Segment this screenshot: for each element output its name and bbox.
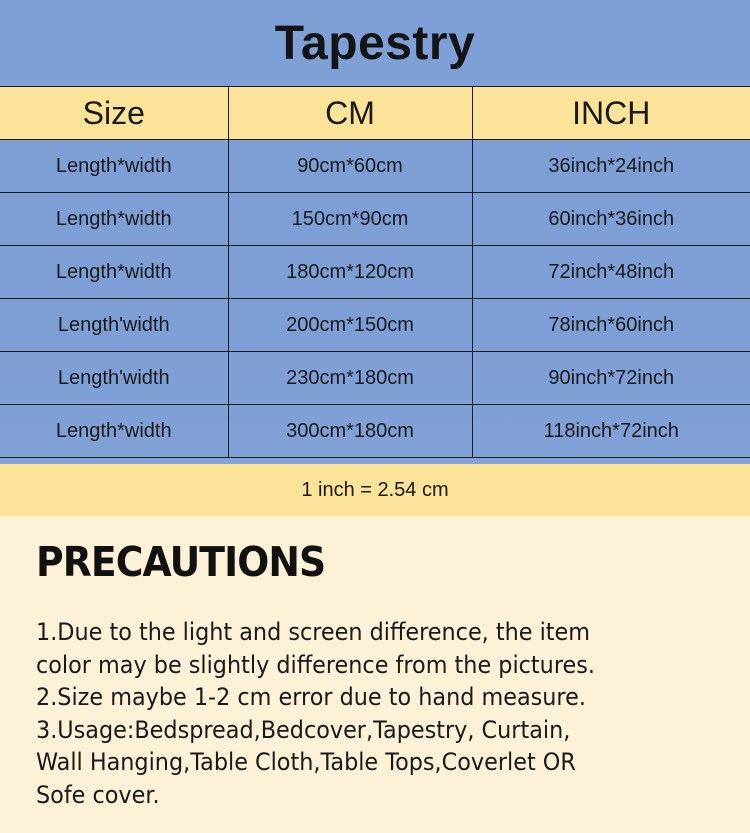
precaution-line: Sofe cover. (36, 780, 160, 809)
cell-size: Length'width (0, 299, 228, 352)
table-row (0, 140, 750, 193)
cell-cm: 180cm*120cm (228, 246, 472, 299)
cell-inch: 36inch*24inch (472, 140, 750, 193)
cell-cm: 300cm*180cm (228, 405, 472, 458)
table-row (0, 299, 750, 352)
cell-inch: 90inch*72inch (472, 352, 750, 405)
table-row (0, 352, 750, 405)
precaution-line: Wall Hanging,Table Cloth,Table Tops,Coverlet OR (36, 748, 576, 776)
cell-cm: 230cm*180cm (228, 352, 472, 405)
size-table (0, 86, 750, 458)
table-header-row (0, 87, 750, 140)
precaution-line: color may be slightly difference from the pictures. (36, 650, 595, 679)
header-inch: INCH (472, 87, 750, 140)
conversion-note: 1 inch = 2.54 cm (0, 464, 750, 516)
page-title: Tapestry (274, 16, 476, 70)
cell-inch: 118inch*72inch (472, 405, 750, 458)
cell-cm: 90cm*60cm (228, 140, 472, 193)
cell-size: Length'width (0, 352, 228, 405)
precaution-line: 2.Size maybe 1-2 cm error due to hand measure. (36, 683, 586, 711)
table-row (0, 405, 750, 458)
precautions-heading: PRECAUTIONS (36, 538, 326, 586)
cell-cm: 150cm*90cm (228, 193, 472, 246)
cell-cm: 200cm*150cm (228, 299, 472, 352)
table-row (0, 246, 750, 299)
table-row (0, 193, 750, 246)
cell-size: Length*width (0, 405, 228, 458)
header-cm: CM (228, 87, 472, 140)
cell-size: Length*width (0, 140, 228, 193)
precautions-text (36, 616, 678, 811)
header-size: Size (0, 87, 228, 140)
precaution-line: 3.Usage:Bedspread,Bedcover,Tapestry, Curtain, (36, 715, 571, 744)
cell-size: Length*width (0, 193, 228, 246)
cell-size: Length*width (0, 246, 228, 299)
cell-inch: 72inch*48inch (472, 246, 750, 299)
cell-inch: 78inch*60inch (472, 299, 750, 352)
precaution-line: 1.Due to the light and screen difference, the item (36, 618, 591, 646)
cell-inch: 60inch*36inch (472, 193, 750, 246)
